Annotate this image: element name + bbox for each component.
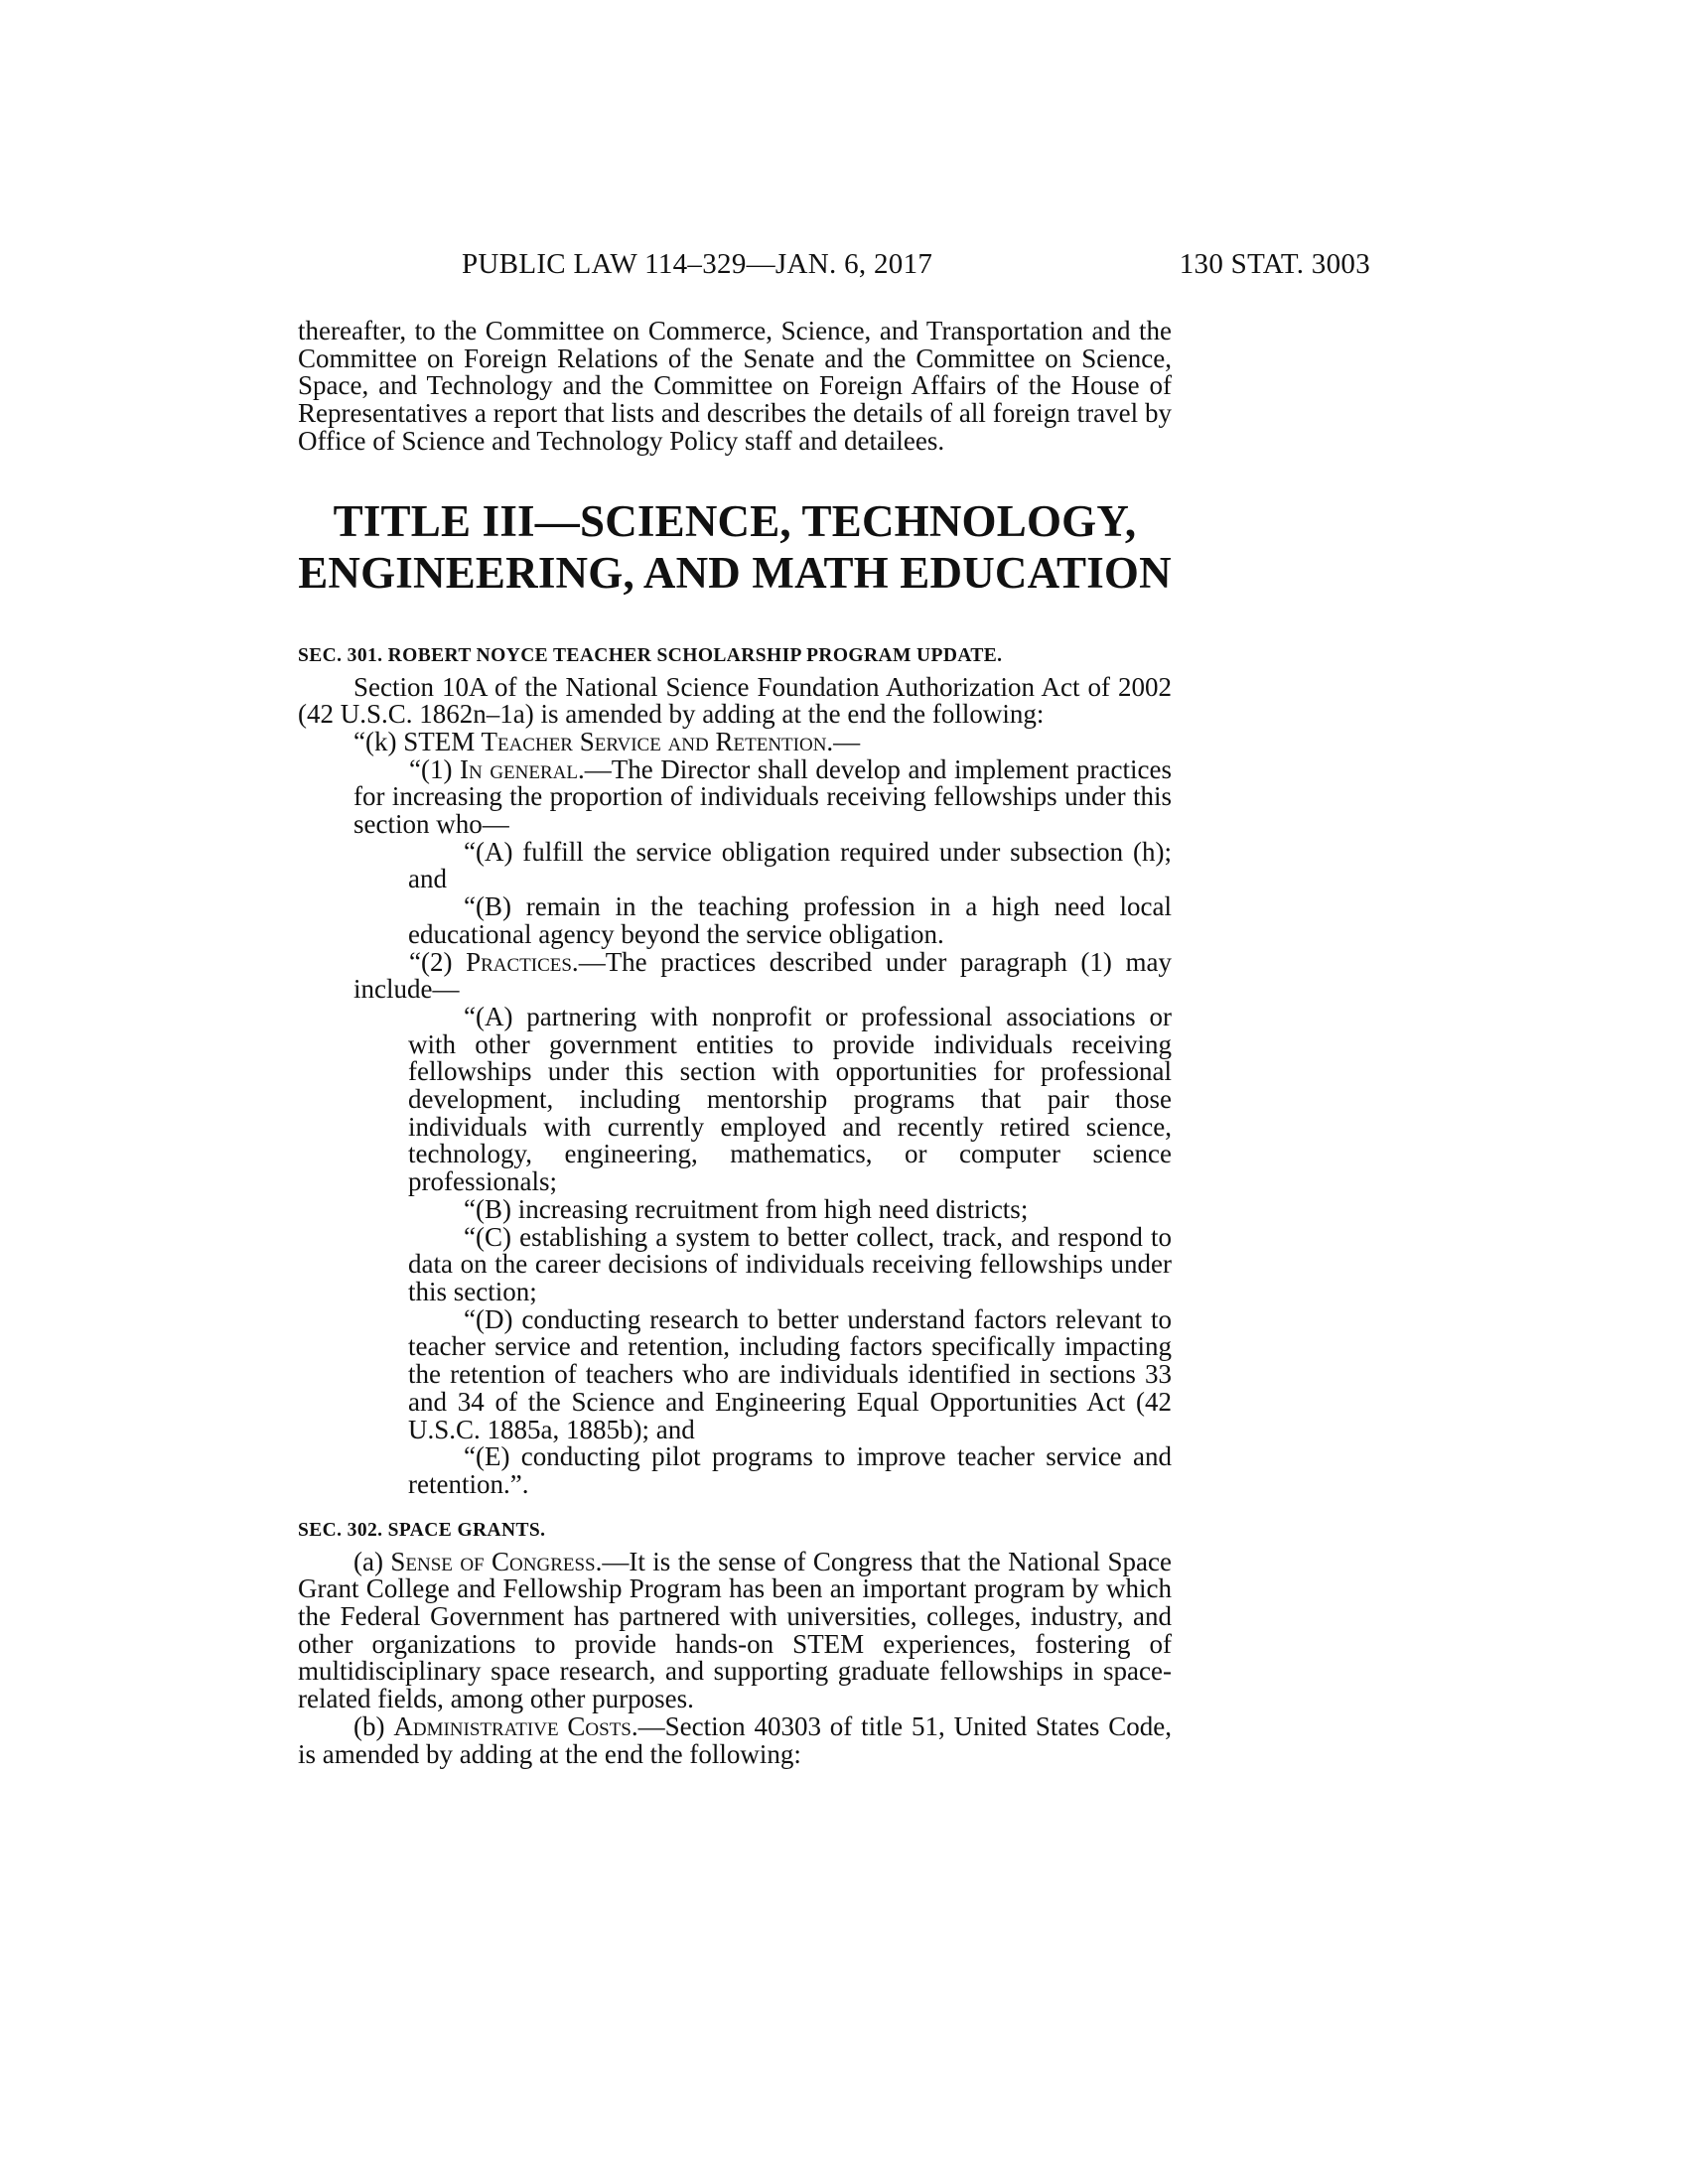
k-dash: — <box>833 726 861 756</box>
a-heading: Sense of Congress. <box>390 1546 603 1576</box>
sec-301-p2-clause-C: “(C) establishing a system to better collect, track, and respond to data on the career decisions of individuals receiving fellowships under this section; <box>408 1221 1172 1306</box>
b-text: —Section 40303 of title 51, United States Code, is amended by adding at the end the following: <box>298 1710 1172 1769</box>
p2-label: “(2) <box>409 946 467 977</box>
sec-301-paragraph-2 <box>298 946 1172 1005</box>
sec-301-intro: Section 10A of the National Science Foundation Authorization Act of 2002 (42 U.S.C. 1862n–1a) is amended by adding at the end the following: <box>298 671 1172 730</box>
sec-301-paragraph-1 <box>298 753 1172 840</box>
header-title: PUBLIC LAW 114–329—JAN. 6, 2017 <box>462 248 933 280</box>
b-label: (b) <box>353 1710 394 1741</box>
document-page <box>298 0 1370 2184</box>
sec-301-p2-clause-A: “(A) partnering with nonprofit or professional associations or with other government entities to provide individuals receiving fellowships under this section with opportunities for professional development, including mentorship programs that pair those individuals with currently employed and recently retired science, technology, engineering, mathematics, or computer science professionals; <box>408 1001 1172 1197</box>
k-label: “(k) <box>353 726 404 756</box>
k-heading: STEM Teacher Service and Retention. <box>403 726 834 756</box>
sec-301-p1-clause-A: “(A) fulfill the service obligation required under subsection (h); and <box>408 836 1172 894</box>
p1-heading: In general. <box>460 753 585 784</box>
p2-text: —The practices described under paragraph (1) may include— <box>353 946 1172 1005</box>
sec-301-p1-clause-B: “(B) remain in the teaching profession in a high need local educational agency beyond the service obligation. <box>408 891 1172 949</box>
p1-text: —The Director shall develop and implement practices for increasing the proportion of individuals receiving fellowships under this section who— <box>353 753 1172 840</box>
sec-301-p2-clause-D: “(D) conducting research to better understand factors relevant to teacher service and retention, including factors specifically impacting the retention of teachers who are individuals identified in sections 33 and 34 of the Science and Engineering Equal Opportunities Act (42 U.S.C. 1885a, 1885b); and <box>408 1303 1172 1444</box>
p2-heading: Practices. <box>466 946 579 977</box>
title-line-2: ENGINEERING, AND MATH EDUCATION <box>298 547 1172 598</box>
sec-301-subsection-k <box>298 726 1172 756</box>
sec-302-heading: SEC. 302. SPACE GRANTS. <box>298 1519 546 1541</box>
document-body <box>298 318 1172 1768</box>
sec-302-subsection-b <box>298 1710 1172 1769</box>
sec-301-p2-clause-B: “(B) increasing recruitment from high need districts; <box>464 1193 1029 1224</box>
sec-302-subsection-a <box>298 1546 1173 1714</box>
a-text: —It is the sense of Congress that the National Space Grant College and Fellowship Program has been an important program by which the Federal Government has partnered with universities, colleges, industry, and other organizations to provide hands-on STEM experiences, fostering of multidisciplinary space research, and supporting graduate fellowships in space-related fields, among other purposes. <box>298 1546 1173 1714</box>
title-line-1: TITLE III—SCIENCE, TECHNOLOGY, <box>333 495 1137 546</box>
intro-paragraph: thereafter, to the Committee on Commerce, Science, and Transportation and the Committee on Foreign Relations of the Senate and the Committee on Science, Space, and Technology and the Committee on Foreign Affairs of the House of Representatives a report that lists and describes the details of all foreign travel by Office of Science and Technology Policy staff and detailees. <box>298 316 1172 456</box>
header-stat-page: 130 STAT. 3003 <box>1179 248 1370 280</box>
p1-label: “(1) <box>409 753 461 784</box>
sec-301-heading: SEC. 301. ROBERT NOYCE TEACHER SCHOLARSHIP PROGRAM UPDATE. <box>298 644 1003 666</box>
a-label: (a) <box>353 1546 391 1576</box>
title-heading <box>298 495 1172 599</box>
running-header <box>298 248 1370 288</box>
b-heading: Administrative Costs. <box>393 1710 638 1741</box>
sec-301-p2-clause-E: “(E) conducting pilot programs to improve teacher service and retention.”. <box>408 1441 1172 1499</box>
